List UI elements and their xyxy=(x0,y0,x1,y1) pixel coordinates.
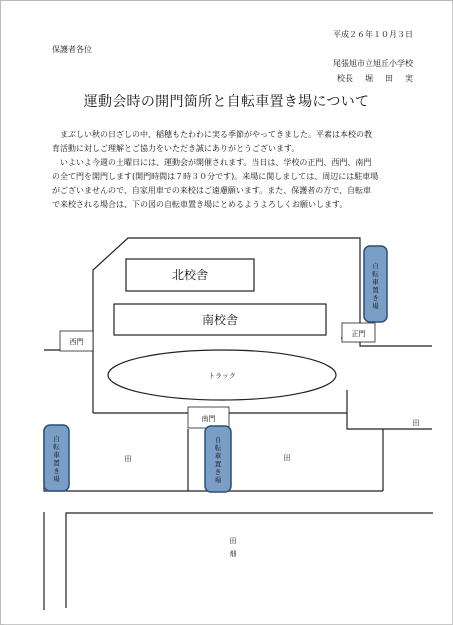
field-label: 畑 xyxy=(229,550,237,558)
road-line xyxy=(66,513,433,608)
bike-parking-label-char: 車 xyxy=(214,452,222,460)
bike-parking-label-char: 置 xyxy=(214,460,222,468)
bike-parking-west xyxy=(44,425,69,491)
addressee: 保護者各位 xyxy=(52,45,92,54)
field-label: 田 xyxy=(124,455,132,463)
principal-name-char: 田 xyxy=(385,74,393,83)
body-line: の全て門を開門します(開門時間は７時３０分です)。来場に関しましては、周辺には駐車場 xyxy=(52,172,379,181)
bike-parking-label-char: 場 xyxy=(372,302,379,310)
principal-name-char: 堀 xyxy=(365,74,373,83)
body-line: がございませんので、自家用車での来校はご遠慮願います。また、保護者の方で、自転車 xyxy=(52,186,372,195)
north-building-label: 北校舎 xyxy=(171,268,209,282)
bike-parking-label-char: 車 xyxy=(372,278,379,286)
bike-parking-label-char: 車 xyxy=(53,451,60,459)
bike-parking-label-char: き xyxy=(372,294,379,302)
page-title: 運動会時の開門箇所と自転車置き場について xyxy=(83,94,370,110)
body-line: いよいよ今週の土曜日には、運動会が開催されます。当日は、学校の正門、西門、南門 xyxy=(52,158,372,167)
bike-parking-east xyxy=(364,246,387,322)
bike-parking-label-char: 転 xyxy=(214,444,222,452)
principal-title: 校長 xyxy=(337,74,353,83)
bike-parking-label-char: 場 xyxy=(214,476,222,484)
bike-parking-label-char: 転 xyxy=(372,270,379,278)
date: 平成２６年１０月３日 xyxy=(333,30,413,39)
bike-parking-label-char: 転 xyxy=(53,443,60,451)
body-line: 育活動に対しご理解とご協力をいただき誠にありがとうございます。 xyxy=(52,144,300,153)
body-line: まぶしい秋の日ざしの中、稲穂もたわわに実る季節がやってきました。平素は本校の教 xyxy=(52,130,372,139)
bike-parking-label-char: き xyxy=(53,467,60,475)
field-label: 田 xyxy=(283,454,291,462)
west-gate-label: 西門 xyxy=(69,338,84,346)
principal-name-char: 実 xyxy=(405,74,413,83)
track-label: トラック xyxy=(208,372,236,380)
bike-parking-label-char: 場 xyxy=(53,475,60,483)
south-gate-label: 南門 xyxy=(201,415,216,423)
bike-parking-label-char: き xyxy=(214,468,222,476)
road-line xyxy=(44,350,93,413)
field-label: 田 xyxy=(229,537,237,545)
bike-parking-label-char: 自 xyxy=(53,435,60,443)
school-name: 尾張旭市立旭丘小学校 xyxy=(333,59,413,68)
body-line: で来校される場合は、下の図の自転車置き場にとめるようよろしくお願いします。 xyxy=(52,200,348,209)
bike-parking-south xyxy=(205,426,231,492)
bike-parking-label-char: 置 xyxy=(372,286,379,294)
south-building-label: 南校舎 xyxy=(201,313,239,327)
bike-parking-label-char: 置 xyxy=(53,459,60,467)
field-label: 田 xyxy=(412,419,420,427)
main-gate-label: 正門 xyxy=(351,330,366,338)
bike-parking-label-char: 自 xyxy=(372,262,379,270)
bike-parking-label-char: 自 xyxy=(214,436,222,444)
